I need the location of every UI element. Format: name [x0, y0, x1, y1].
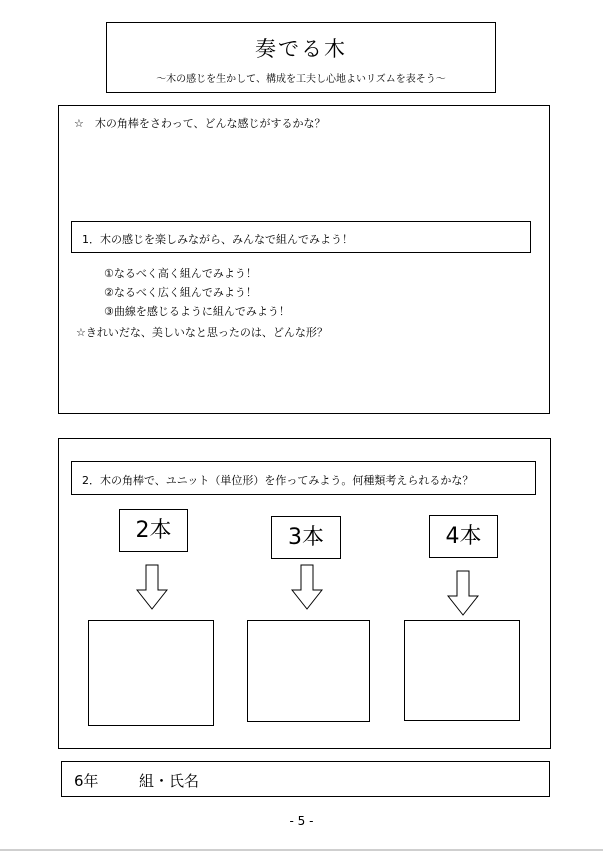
section-1: [58, 105, 550, 414]
page-subtitle: 〜木の感じを生かして、構成を工夫し心地よいリズムを表そう〜: [156, 74, 446, 85]
label-4-sticks: 4本: [429, 515, 498, 558]
page-number: - 5 -: [289, 814, 314, 828]
question-touch: ☆ 木の角棒をさわって、どんな感じがするかな？: [74, 117, 326, 130]
drawing-box-2[interactable]: [88, 620, 214, 726]
name-field[interactable]: [61, 761, 550, 797]
drawing-box-3[interactable]: [247, 620, 370, 722]
down-arrow-icon: [291, 564, 323, 610]
step-1-box: [71, 221, 531, 253]
question-shape: ☆きれいだな、美しいなと思ったのは、どんな形？: [76, 326, 328, 339]
sub-item-curve: ③曲線を感じるように組んでみよう！: [104, 305, 290, 318]
down-arrow-icon: [447, 570, 479, 616]
title-box: [106, 22, 496, 93]
sub-item-high: ①なるべく高く組んでみよう！: [104, 267, 257, 280]
label-3-sticks: 3本: [271, 516, 341, 559]
down-arrow-icon: [136, 564, 168, 610]
step-2-box: [71, 461, 536, 495]
page-title: 奏でる木: [255, 37, 347, 61]
label-2-sticks: 2本: [119, 509, 188, 552]
drawing-box-4[interactable]: [404, 620, 520, 721]
class-name-label: 組・氏名: [139, 772, 200, 790]
step-1-text: 1．木の感じを楽しみながら、みんなで組んでみよう！: [82, 233, 353, 246]
sub-item-wide: ②なるべく広く組んでみよう！: [104, 286, 257, 299]
grade-label: 6年: [74, 772, 99, 790]
step-2-text: 2．木の角棒で、ユニット（単位形）を作ってみよう。何種類考えられるかな？: [82, 474, 474, 487]
section-2: [58, 438, 551, 749]
